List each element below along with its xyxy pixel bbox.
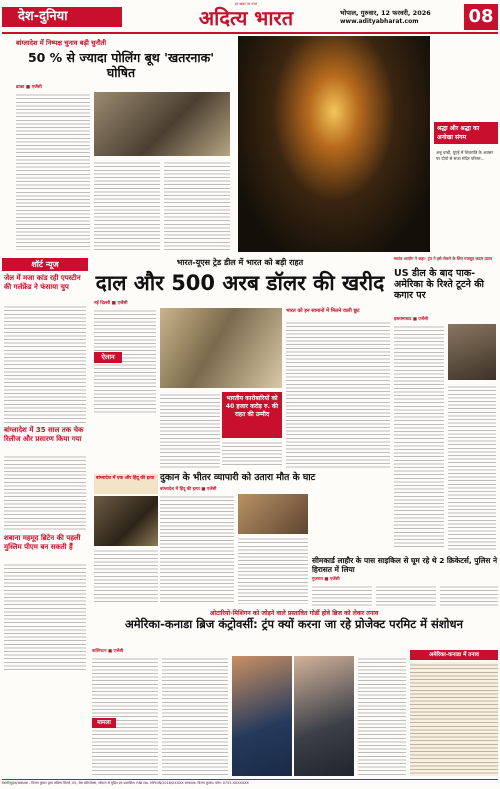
footer-rule — [2, 779, 498, 780]
candle-photo — [238, 36, 430, 252]
road-sidebar-body — [410, 662, 498, 776]
us-byline: इस्लामाबाद ■ एजेंसी — [394, 317, 428, 322]
lahore-headline: सीमकार्ड लाहौर के पास साइकिल से घूम रहे थे 2 क्रिकेटर्स, पुलिस ने हिरासत में लिया — [312, 556, 498, 574]
main-pullquote: भारतीय कारोबारियों को 40 हजार करोड़ रु. की राहत की उम्मीद — [222, 392, 282, 438]
masthead-rule — [2, 32, 498, 34]
logo-text: अदित्य भारत — [198, 6, 294, 30]
shop-body-col1 — [94, 548, 158, 604]
story-body-col3 — [164, 160, 230, 250]
us-body-col1 — [394, 324, 444, 550]
road-byline: वाशिंगटन ■ एजेंसी — [92, 649, 124, 654]
road-body-col1 — [92, 656, 158, 776]
masthead-logo — [186, 2, 306, 30]
road-kicker: ओटारियो-मिशिगन को जोड़ने वाले प्रस्तावित गोर्डी होवे ब्रिज को लेकर तनाव — [209, 610, 379, 617]
lahore-body-col1 — [312, 584, 372, 606]
shop-photo — [94, 496, 158, 546]
shop-body-col3 — [238, 536, 308, 604]
lahore-body-col3 — [440, 584, 498, 606]
shop-byline: बांग्लादेश में हिंदू की हत्या ■ एजेंसी — [160, 487, 217, 492]
main-photo — [160, 308, 282, 388]
us-body-col2 — [448, 384, 496, 550]
short-news-label: शॉर्ट न्यूज — [2, 258, 88, 271]
shop-headline: दुकान के भीतर व्यापारी को उतारा मौत के घाट — [160, 472, 316, 483]
road-body-col3 — [358, 656, 406, 776]
road-sidebar-title: अमेरिका-कनाडा में तनाव — [410, 650, 498, 660]
main-body-col2 — [160, 392, 220, 468]
photo-side-text: अबू धाबी, यूएई में शिवरात्रि के अवसर पर दीपों से सजा मंदिर परिसर... — [436, 150, 494, 162]
us-kicker: स्वतंत्र आयोग ने कहा- ट्रंप ने इसे रोकने के लिए मजबूत कदम उठाए — [394, 256, 493, 261]
dateline: भोपाल, गुरुवार, 12 फरवरी, 2026 — [340, 9, 431, 17]
short-news — [2, 254, 88, 674]
story-headline: 50 % से ज्यादा पोलिंग बूथ 'खतरनाक' घोषित — [27, 50, 215, 80]
road-story — [90, 606, 498, 778]
short-news-body-1 — [4, 304, 86, 424]
bangladesh-story — [2, 36, 234, 252]
section-label: देश-दुनिया — [2, 7, 122, 27]
short-news-body-3 — [4, 562, 86, 672]
short-news-item-2: बांग्लादेश में 35 साल तक चेक रिलीज और प्रसारण किया गया — [4, 426, 84, 443]
story-kicker: बांग्लादेश में निष्पक्ष चुनाव बड़ी चुनौती — [16, 39, 107, 47]
road-body-col2 — [162, 656, 228, 776]
trump-photo — [232, 656, 292, 776]
us-story — [394, 254, 498, 554]
us-headline: US डील के बाद पाक-अमेरिका के रिश्ते टूटने की कगार पर — [394, 268, 484, 301]
lahore-body-col2 — [376, 584, 436, 606]
story-byline: ढाका ■ एजेंसी — [16, 85, 42, 90]
us-photo — [448, 324, 496, 380]
page-number: 08 — [464, 4, 498, 30]
short-news-item-3: शबाना महमूद ब्रिटेन की पहली मुस्लिम पीएम बन सकती हैं — [4, 534, 81, 551]
lahore-byline: गुजरात ■ एजेंसी — [312, 577, 340, 582]
short-news-item-1: जेल में मजा कांड रही एपस्टीन की गर्लफ्रेंड ने फंसाया चुप — [4, 274, 81, 291]
story-body-col1 — [16, 92, 90, 250]
footer-imprint: स्वामी/मुद्रक/प्रकाशक - विजय कुमार द्वारा अदित्य प्रिंटर्स, 05, प्रेस कॉम्प्लेक्स, भोपाल से मुद्रित एवं प्रकाशित। RNI No. MPHIN/2018/XXXXX सम्पादक: विजय कुमार। फोन: 0755-XXXXXXX — [2, 781, 249, 785]
photo-feature — [238, 36, 498, 252]
story-body-col2 — [94, 160, 160, 250]
road-tag: मामला — [92, 718, 116, 728]
top-banner: भारत-यूएस ट्रेड डील में भारत को बड़ी राहत — [176, 258, 304, 267]
duty-box-body — [286, 320, 390, 468]
logo-tagline: हर खबर पर नजर — [234, 2, 258, 6]
short-news-body-2 — [4, 454, 86, 530]
website[interactable]: www.adityabharat.com — [340, 18, 419, 25]
main-body-col3 — [222, 440, 282, 468]
masthead — [0, 0, 500, 34]
main-headline: दाल और 500 अरब डॉलर की खरीद — [95, 271, 385, 295]
cricket-photo — [238, 494, 308, 534]
road-headline: अमेरिका-कनाडा ब्रिज कंट्रोवर्सी: ट्रंप क्यों करना जा रहे प्रोजेक्ट परमिट में संशोधन — [125, 617, 463, 631]
shop-body-col2 — [160, 494, 234, 604]
photo-caption: श्रद्धा और श्रद्धा का अनोखा संगम — [434, 122, 498, 144]
story-photo — [94, 92, 230, 156]
duty-box-title: भारत को इन सामानों में मिलने वाली छूट — [286, 308, 360, 314]
main-tag: ऐलान — [94, 352, 122, 363]
carney-photo — [294, 656, 354, 776]
main-byline: नई दिल्ली ■ एजेंसी — [94, 301, 128, 306]
shop-story-kicker: बांग्लादेश में एक और हिंदू की हत्या — [94, 474, 158, 494]
